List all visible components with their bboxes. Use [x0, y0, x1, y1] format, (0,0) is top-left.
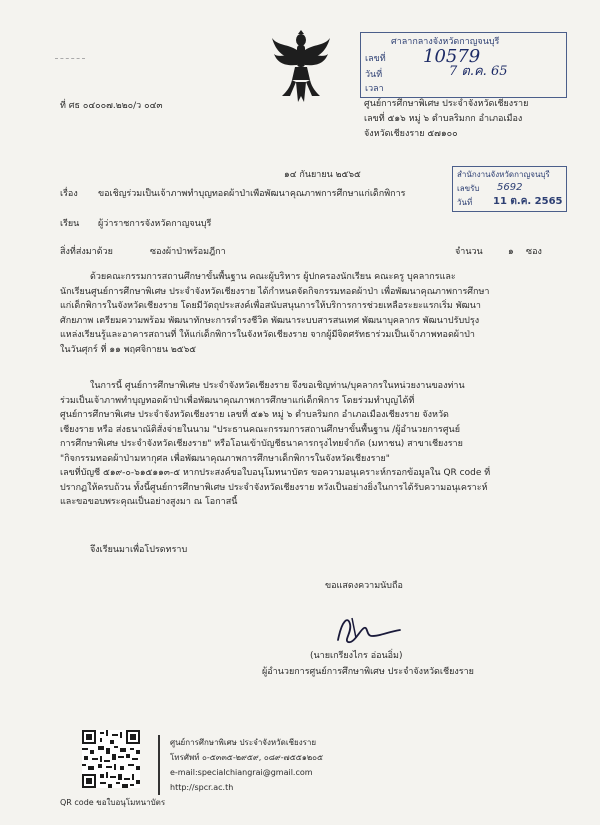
paragraph-line: เชียงราย หรือ ส่งธนาณัติสั่งจ่ายในนาม "ประธานคณะกรรมการสถานศึกษาขั้นพื้นฐาน /ผู้อำนวยการศูนย์	[60, 424, 460, 435]
paragraph-line: ด้วยคณะกรรมการสถานศึกษาขั้นพื้นฐาน คณะผู้บริหาร ผู้ปกครองนักเรียน คณะครู บุคลากรและ	[90, 272, 456, 282]
to-label: เรียน	[60, 219, 80, 229]
footer-divider	[158, 735, 160, 795]
receive-stamp-no-label: เลขที่	[365, 54, 386, 64]
footer-email[interactable]: e-mail:specialchiangrai@gmail.com	[170, 768, 313, 777]
enclosure-label: สิ่งที่ส่งมาด้วย	[60, 247, 113, 257]
paragraph-line: นักเรียนศูนย์การศึกษาพิเศษ ประจำจังหวัดเชียงราย ได้กำหนดจัดกิจกรรมทอดผ้าป่า เพื่อพัฒนาคุณภาพการศึกษา	[60, 286, 490, 297]
office-stamp-date-label: วันที่	[457, 198, 473, 207]
receive-stamp-no-value: 10579	[423, 46, 481, 67]
body-paragraph-1	[60, 270, 560, 357]
body-paragraph-2	[60, 379, 560, 510]
signer-name: (นายเกรียงไกร อ่อนอิ่ม)	[310, 651, 403, 661]
binder-hole-mark	[55, 58, 85, 71]
receive-stamp-date-label: วันที่	[365, 70, 383, 80]
paragraph-line: ปรากฏให้ครบถ้วน ทั้งนี้ศูนย์การศึกษาพิเศษ ประจำจังหวัดเชียงราย หวังเป็นอย่างยิ่งในการได้รับความอนุเคราะห์	[60, 482, 488, 493]
enclosure-count-label: จำนวน	[455, 247, 483, 257]
document-number: ที่ ศธ ๐๔๐๐๗.๒๒๐/ว ๐๔๓	[60, 101, 163, 111]
paragraph-line: ศักยภาพ เตรียมความพร้อม พัฒนาทักษะการดำรงชีวิต พัฒนาระบบสารสนเทศ พัฒนาบุคลากร พัฒนาปรับปรุง	[60, 315, 480, 326]
handwritten-signature	[330, 610, 410, 650]
sender-org: ศูนย์การศึกษาพิเศษ ประจำจังหวัดเชียงราย	[364, 99, 529, 109]
office-stamp	[452, 166, 567, 212]
closing-line: จึงเรียนมาเพื่อโปรดทราบ	[90, 545, 188, 555]
regards-text: ขอแสดงความนับถือ	[325, 581, 403, 591]
footer-phone: โทรศัพท์ ๐-๕๓๓๕-๒๙๕๙, ๐๘๙-๗๕๕๑๒๐๕	[170, 753, 324, 762]
paragraph-line: ในวันศุกร์ ที่ ๑๑ พฤศจิกายน ๒๕๖๕	[60, 344, 197, 355]
paragraph-line: "กิจกรรมทอดผ้าป่ามหากุศล เพื่อพัฒนาคุณภาพการศึกษาเด็กพิการในจังหวัดเชียงราย"	[60, 453, 390, 464]
paragraph-line: เลขที่บัญชี ๕๑๙-๐-๖๑๕๑๑๓-๕ หากประสงค์ขอใบอนุโมทนาบัตร ขอความอนุเคราะห์กรอกข้อมูลใน QR code ที่	[60, 468, 491, 478]
enclosure-text: ซองผ้าป่าพร้อมฎีกา	[150, 247, 226, 257]
subject-label: เรื่อง	[60, 189, 78, 199]
qr-code-icon[interactable]	[82, 730, 140, 788]
paragraph-line: ในการนี้ ศูนย์การศึกษาพิเศษ ประจำจังหวัดเชียงราย จึงขอเชิญท่าน/บุคลากรในหน่วยงานของท่าน	[90, 381, 465, 391]
office-stamp-org: สำนักงานจังหวัดกาญจนบุรี	[457, 170, 550, 179]
paragraph-line: และขอขอบพระคุณเป็นอย่างสูงมา ณ โอกาสนี้	[60, 497, 238, 507]
subject-text: ขอเชิญร่วมเป็นเจ้าภาพทำบุญทอดผ้าป่าเพื่อพัฒนาคุณภาพการศึกษาแก่เด็กพิการ	[98, 189, 406, 199]
sender-address-line1: เลขที่ ๕๑๖ หมู่ ๖ ตำบลริมกก อำเภอเมือง	[364, 114, 523, 124]
to-text: ผู้ว่าราชการจังหวัดกาญจนบุรี	[98, 219, 212, 229]
office-stamp-date-value: 11 ต.ค. 2565	[493, 196, 563, 207]
garuda-emblem-icon	[270, 30, 332, 104]
footer-org: ศูนย์การศึกษาพิเศษ ประจำจังหวัดเชียงราย	[170, 738, 317, 747]
footer-website[interactable]: http://spcr.ac.th	[170, 783, 234, 792]
enclosure-unit: ซอง	[526, 247, 542, 257]
paragraph-line: การศึกษาพิเศษ ประจำจังหวัดเชียงราย" หรือโอนเข้าบัญชีธนาคารกรุงไทยจำกัด (มหาชน) สาขาเชียงราย	[60, 439, 463, 449]
paragraph-line: แก่เด็กพิการในจังหวัดเชียงราย โดยมีวัตถุประสงค์เพื่อสนับสนุนการให้บริการการช่วยเหลือระยะแรกเริ่ม พัฒนา	[60, 301, 481, 311]
sender-address-line2: จังหวัดเชียงราย ๕๗๑๐๐	[364, 129, 458, 139]
paragraph-line: ศูนย์การศึกษาพิเศษ ประจำจังหวัดเชียงราย เลขที่ ๕๑๖ หมู่ ๖ ตำบลริมกก อำเภอเมืองเชียงราย จังหวัด	[60, 410, 449, 420]
receive-stamp-org: ศาลากลางจังหวัดกาญจนบุรี	[391, 37, 500, 47]
enclosure-count: ๑	[508, 247, 514, 257]
office-stamp-no-value: 5692	[497, 182, 523, 193]
letter-date: ๑๔ กันยายน ๒๕๖๕	[284, 170, 361, 180]
qr-caption: QR code ขอใบอนุโมทนาบัตร	[60, 798, 166, 807]
paragraph-line: ร่วมเป็นเจ้าภาพทำบุญทอดผ้าป่าเพื่อพัฒนาคุณภาพการศึกษาแก่เด็กพิการ โดยร่วมทำบุญได้ที่	[60, 395, 415, 406]
signer-position: ผู้อำนวยการศูนย์การศึกษาพิเศษ ประจำจังหวัดเชียงราย	[262, 667, 474, 677]
office-stamp-no-label: เลขรับ	[457, 184, 480, 193]
receive-stamp-date-value: 7 ต.ค. 65	[449, 64, 508, 79]
paragraph-line: แหล่งเรียนรู้และอาคารสถานที่ ให้แก่เด็กพิการในจังหวัดเชียงราย จากผู้มีจิตศรัทธาร่วมเป็นเจ้าภาพทอดผ้าป่า	[60, 330, 475, 340]
receive-stamp	[360, 32, 567, 98]
receive-stamp-time-label: เวลา	[365, 84, 384, 94]
